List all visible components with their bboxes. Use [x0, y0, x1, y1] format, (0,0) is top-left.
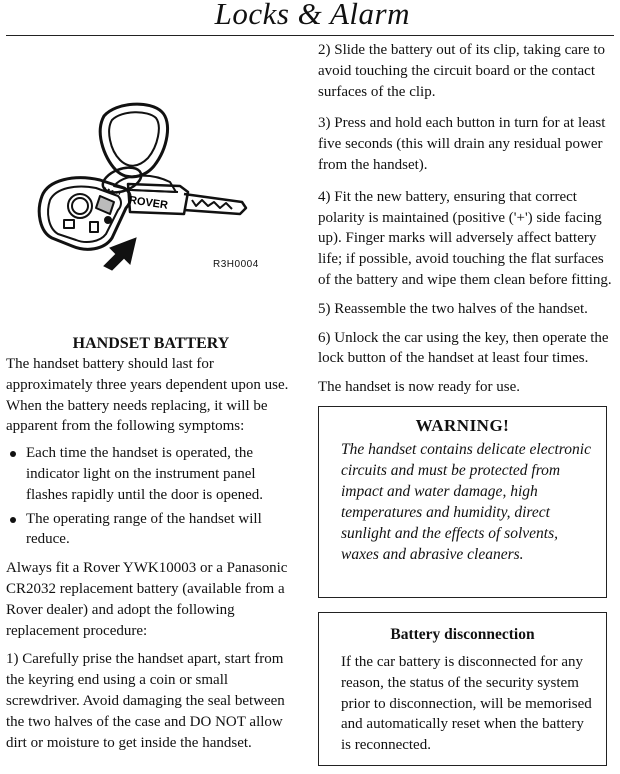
intro-paragraph: The handset battery should last for approximately three years dependent upon use. When the battery needs replacing, it will be apparent from the following symptoms:: [6, 356, 289, 435]
step-5: 5) Reassemble the two halves of the handset.: [318, 300, 588, 317]
advice-paragraph: Always fit a Rover YWK10003 or a Panasonic CR2032 replacement battery (available from a Rover dealer) and adopt the following replacement procedure:: [6, 560, 288, 639]
right-column: [318, 40, 612, 398]
handset-illustration: [20, 88, 270, 288]
battery-disconnection-box: [318, 612, 607, 766]
left-column: [6, 334, 296, 753]
ready-note: The handset is now ready for use.: [318, 379, 521, 396]
page-title: Locks & Alarm: [214, 0, 410, 31]
bullet-icon: [10, 517, 16, 523]
bullet-icon: [10, 451, 16, 457]
figure-label: R3H0004: [213, 259, 259, 270]
step-1: 1) Carefully prise the handset apart, start from the keyring end using a coin or small screwdriver. Avoid damaging the seal between the two halves of the case and DO NOT allow dirt or moisture to get inside the handset.: [6, 651, 285, 751]
warning-title: WARNING!: [415, 416, 510, 435]
handset-drawing: [20, 88, 270, 288]
step-3: 3) Press and hold each button in turn for at least five seconds (this will drain any residual power from the handset).: [318, 115, 606, 173]
list-item: Each time the handset is operated, the indicator light on the instrument panel flashes rapidly until the door is opened.: [6, 443, 296, 505]
header-rule: [6, 35, 614, 36]
step-6: 6) Unlock the car using the key, then operate the lock button of the handset at least four times.: [318, 329, 609, 367]
key-brand-text: ROVER: [128, 194, 169, 212]
battery-disconnection-text: If the car battery is disconnected for any reason, the status of the security system prior to disconnection, will be memorised and automatically reset when the battery is reconnected.: [341, 654, 592, 754]
step-4: 4) Fit the new battery, ensuring that correct polarity is maintained (positive ('+') side facing up). Finger marks will adversely affect battery life; if possible, avoid touching the flat surfaces of the battery and wipe them clean before fitting.: [318, 188, 612, 288]
list-item: The operating range of the handset will reduce.: [6, 509, 296, 551]
step-2: 2) Slide the battery out of its clip, taking care to avoid touching the circuit board or the contact surfaces of the clip.: [318, 42, 606, 100]
section-heading: HANDSET BATTERY: [72, 335, 230, 352]
warning-box: [318, 406, 607, 598]
warning-text: The handset contains delicate electronic circuits and must be protected from impact and water damage, high temperatures and humidity, direct sunlight and the effects of solvents, waxes and abrasive cleaners.: [341, 441, 591, 563]
symptom-list: [6, 443, 296, 550]
battery-disconnection-title: Battery disconnection: [390, 626, 535, 643]
